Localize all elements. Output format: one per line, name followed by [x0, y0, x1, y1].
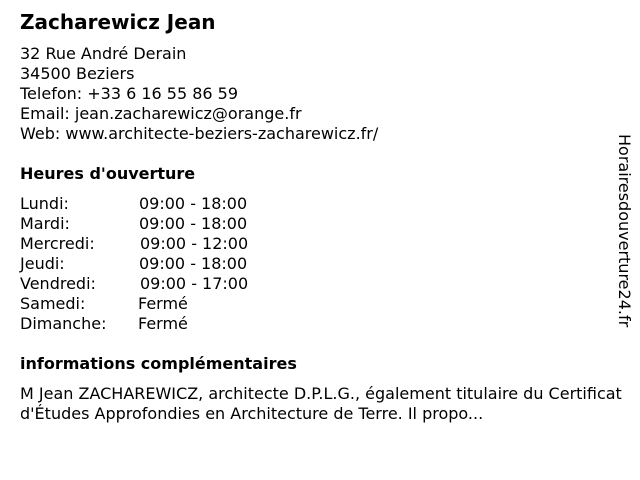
- time-value: 09:00 - 12:00: [140, 234, 249, 253]
- hours-row-saturday: [20, 294, 320, 314]
- opening-hours-table: [20, 194, 320, 334]
- time-value: 09:00 - 17:00: [140, 274, 249, 293]
- email-line: Email: jean.zacharewicz@orange.fr: [20, 104, 302, 123]
- day-label: Mardi:: [20, 214, 70, 233]
- hours-row-tuesday: [20, 214, 320, 234]
- contact-block: [20, 44, 378, 144]
- opening-hours-heading: Heures d'ouverture: [20, 164, 196, 183]
- hours-row-monday: [20, 194, 320, 214]
- hours-row-thursday: [20, 254, 320, 274]
- day-label: Mercredi:: [20, 234, 95, 253]
- day-label: Jeudi:: [20, 254, 65, 273]
- day-label: Lundi:: [20, 194, 69, 213]
- time-value: 09:00 - 18:00: [139, 254, 248, 273]
- time-value: 09:00 - 18:00: [139, 194, 248, 213]
- hours-row-wednesday: [20, 234, 320, 254]
- address-city: 34500 Beziers: [20, 64, 135, 83]
- day-label: Samedi:: [20, 294, 86, 313]
- website-line: Web: www.architecte-beziers-zacharewicz.fr/: [20, 124, 379, 143]
- address-street: 32 Rue André Derain: [20, 44, 187, 63]
- phone-line: Telefon: +33 6 16 55 86 59: [20, 84, 239, 103]
- time-value: 09:00 - 18:00: [139, 214, 248, 233]
- day-label: Vendredi:: [20, 274, 96, 293]
- time-value: Fermé: [138, 314, 188, 333]
- business-name: Zacharewicz Jean: [20, 10, 216, 34]
- additional-info-text: M Jean ZACHAREWICZ, architecte D.P.L.G., également titulaire du Certificat d'Études Approfondies en Architecture de Terre. Il propo...: [20, 384, 622, 423]
- additional-info-heading: informations complémentaires: [20, 354, 297, 373]
- day-label: Dimanche:: [20, 314, 107, 333]
- hours-row-sunday: [20, 314, 320, 334]
- site-brand-label: Horairesdouverture24.fr: [615, 134, 634, 328]
- hours-row-friday: [20, 274, 320, 294]
- time-value: Fermé: [138, 294, 188, 313]
